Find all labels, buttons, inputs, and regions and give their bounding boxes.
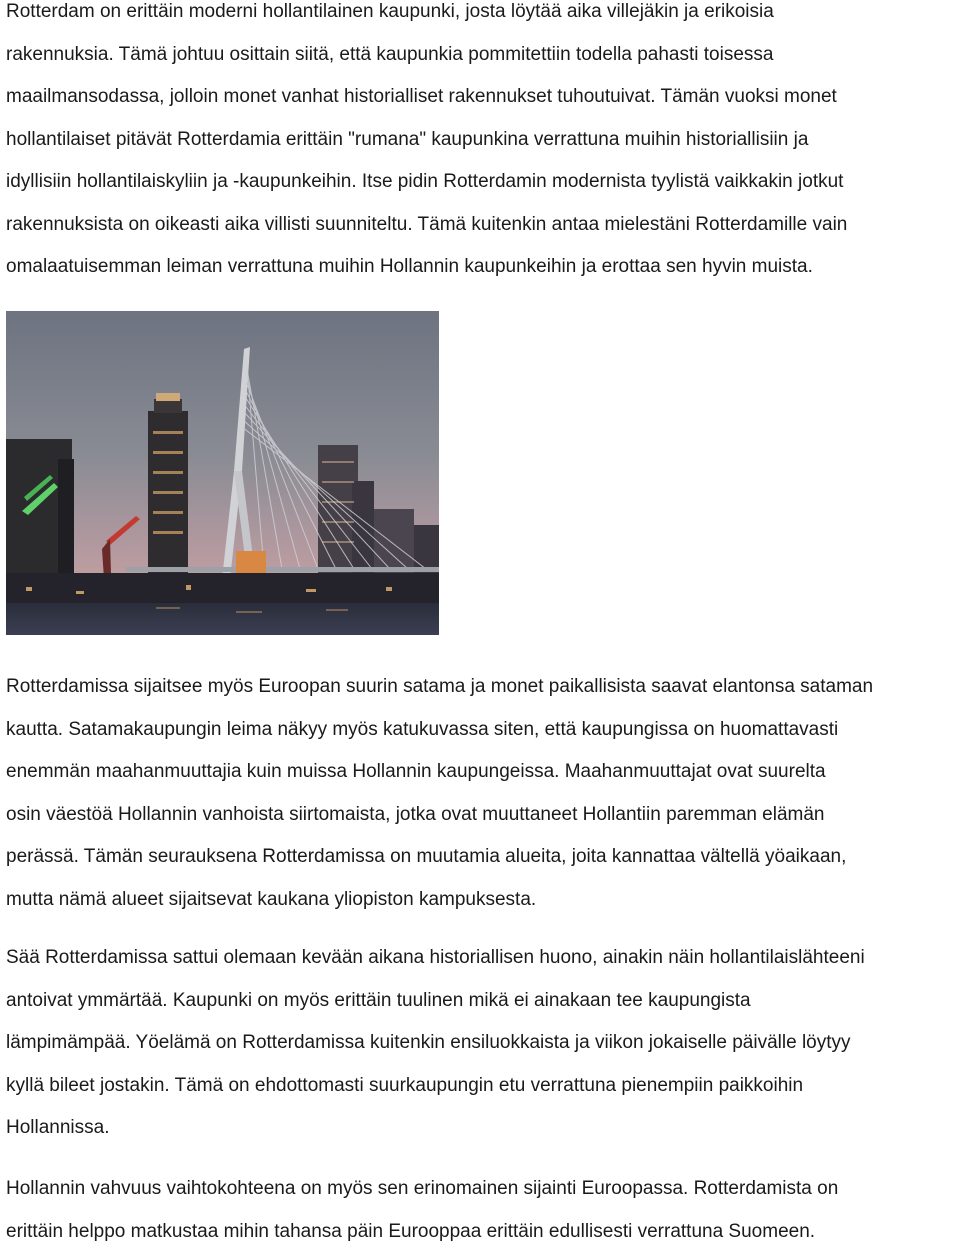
paragraph-harbour: Rotterdamissa sijaitsee myös Euroopan suurin satama ja monet paikallisista saavat elantonsa sataman kautta. Satamakaupungin leima näkyy myös katukuvassa siten, että kaupungissa on huomattavasti enemmän maahanmuuttajia kuin muissa Hollannin kaupungeissa. Maahanmuuttajat ovat suurelta osin väestöä Hollannin vanhoista siirtomaista, jotka ovat muuttaneet Hollantiin paremman elämän perässä. Tämän seurauksena Rotterdamissa on muutamia alueita, joita kannattaa vältellä yöaikaan, mutta nämä alueet sijaitsevat kaukana yliopiston kampuksesta. <box>6 676 874 910</box>
paragraph-location: Hollannin vahvuus vaihtokohteena on myös sen erinomainen sijainti Euroopassa. Rotterdamista on erittäin helppo matkustaa mihin tahansa päin Eurooppaa erittäin edullisesti verrattuna Suomeen. <box>6 1178 839 1242</box>
paragraph-intro: Rotterdam on erittäin moderni hollantilainen kaupunki, josta löytää aika villejäkin ja erikoisia rakennuksia. Tämä johtuu osittain siitä, että kaupunkia pommitettiin todella pahasti toisessa maailmansodassa, jolloin monet vanhat historialliset rakennukset tuhoutuivat. Tämän vuoksi monet hollantilaiset pitävät Rotterdamia erittäin "rumana" kaupunkina verrattuna muihin historiallisiin ja idyllisiin hollantilaiskyliin ja -kaupunkeihin. Itse pidin Rotterdamin modernista tyylistä vaikkakin jotkut rakennuksista on oikeasti aika villisti suunniteltu. Tämä kuitenkin antaa mielestäni Rotterdamille vain omalaatuisemman leiman verrattuna muihin Hollannin kaupunkeihin ja erottaa sen hyvin muista. <box>6 1 848 277</box>
erasmus-bridge-image <box>6 311 439 635</box>
rotterdam-skyline-photo <box>6 311 439 635</box>
paragraph-weather-nightlife: Sää Rotterdamissa sattui olemaan kevään aikana historiallisen huono, ainakin näin hollantilaislähteeni antoivat ymmärtää. Kaupunki on myös erittäin tuulinen mikä ei ainakaan tee kaupungista lämpimämpää. Yöelämä on Rotterdamissa kuitenkin ensiluokkaista ja viikon jokaiselle päivälle löytyy kyllä bileet jostakin. Tämä on ehdottomasti suurkaupungin etu verrattuna pienempiin paikkoihin Hollannissa. <box>6 947 865 1138</box>
